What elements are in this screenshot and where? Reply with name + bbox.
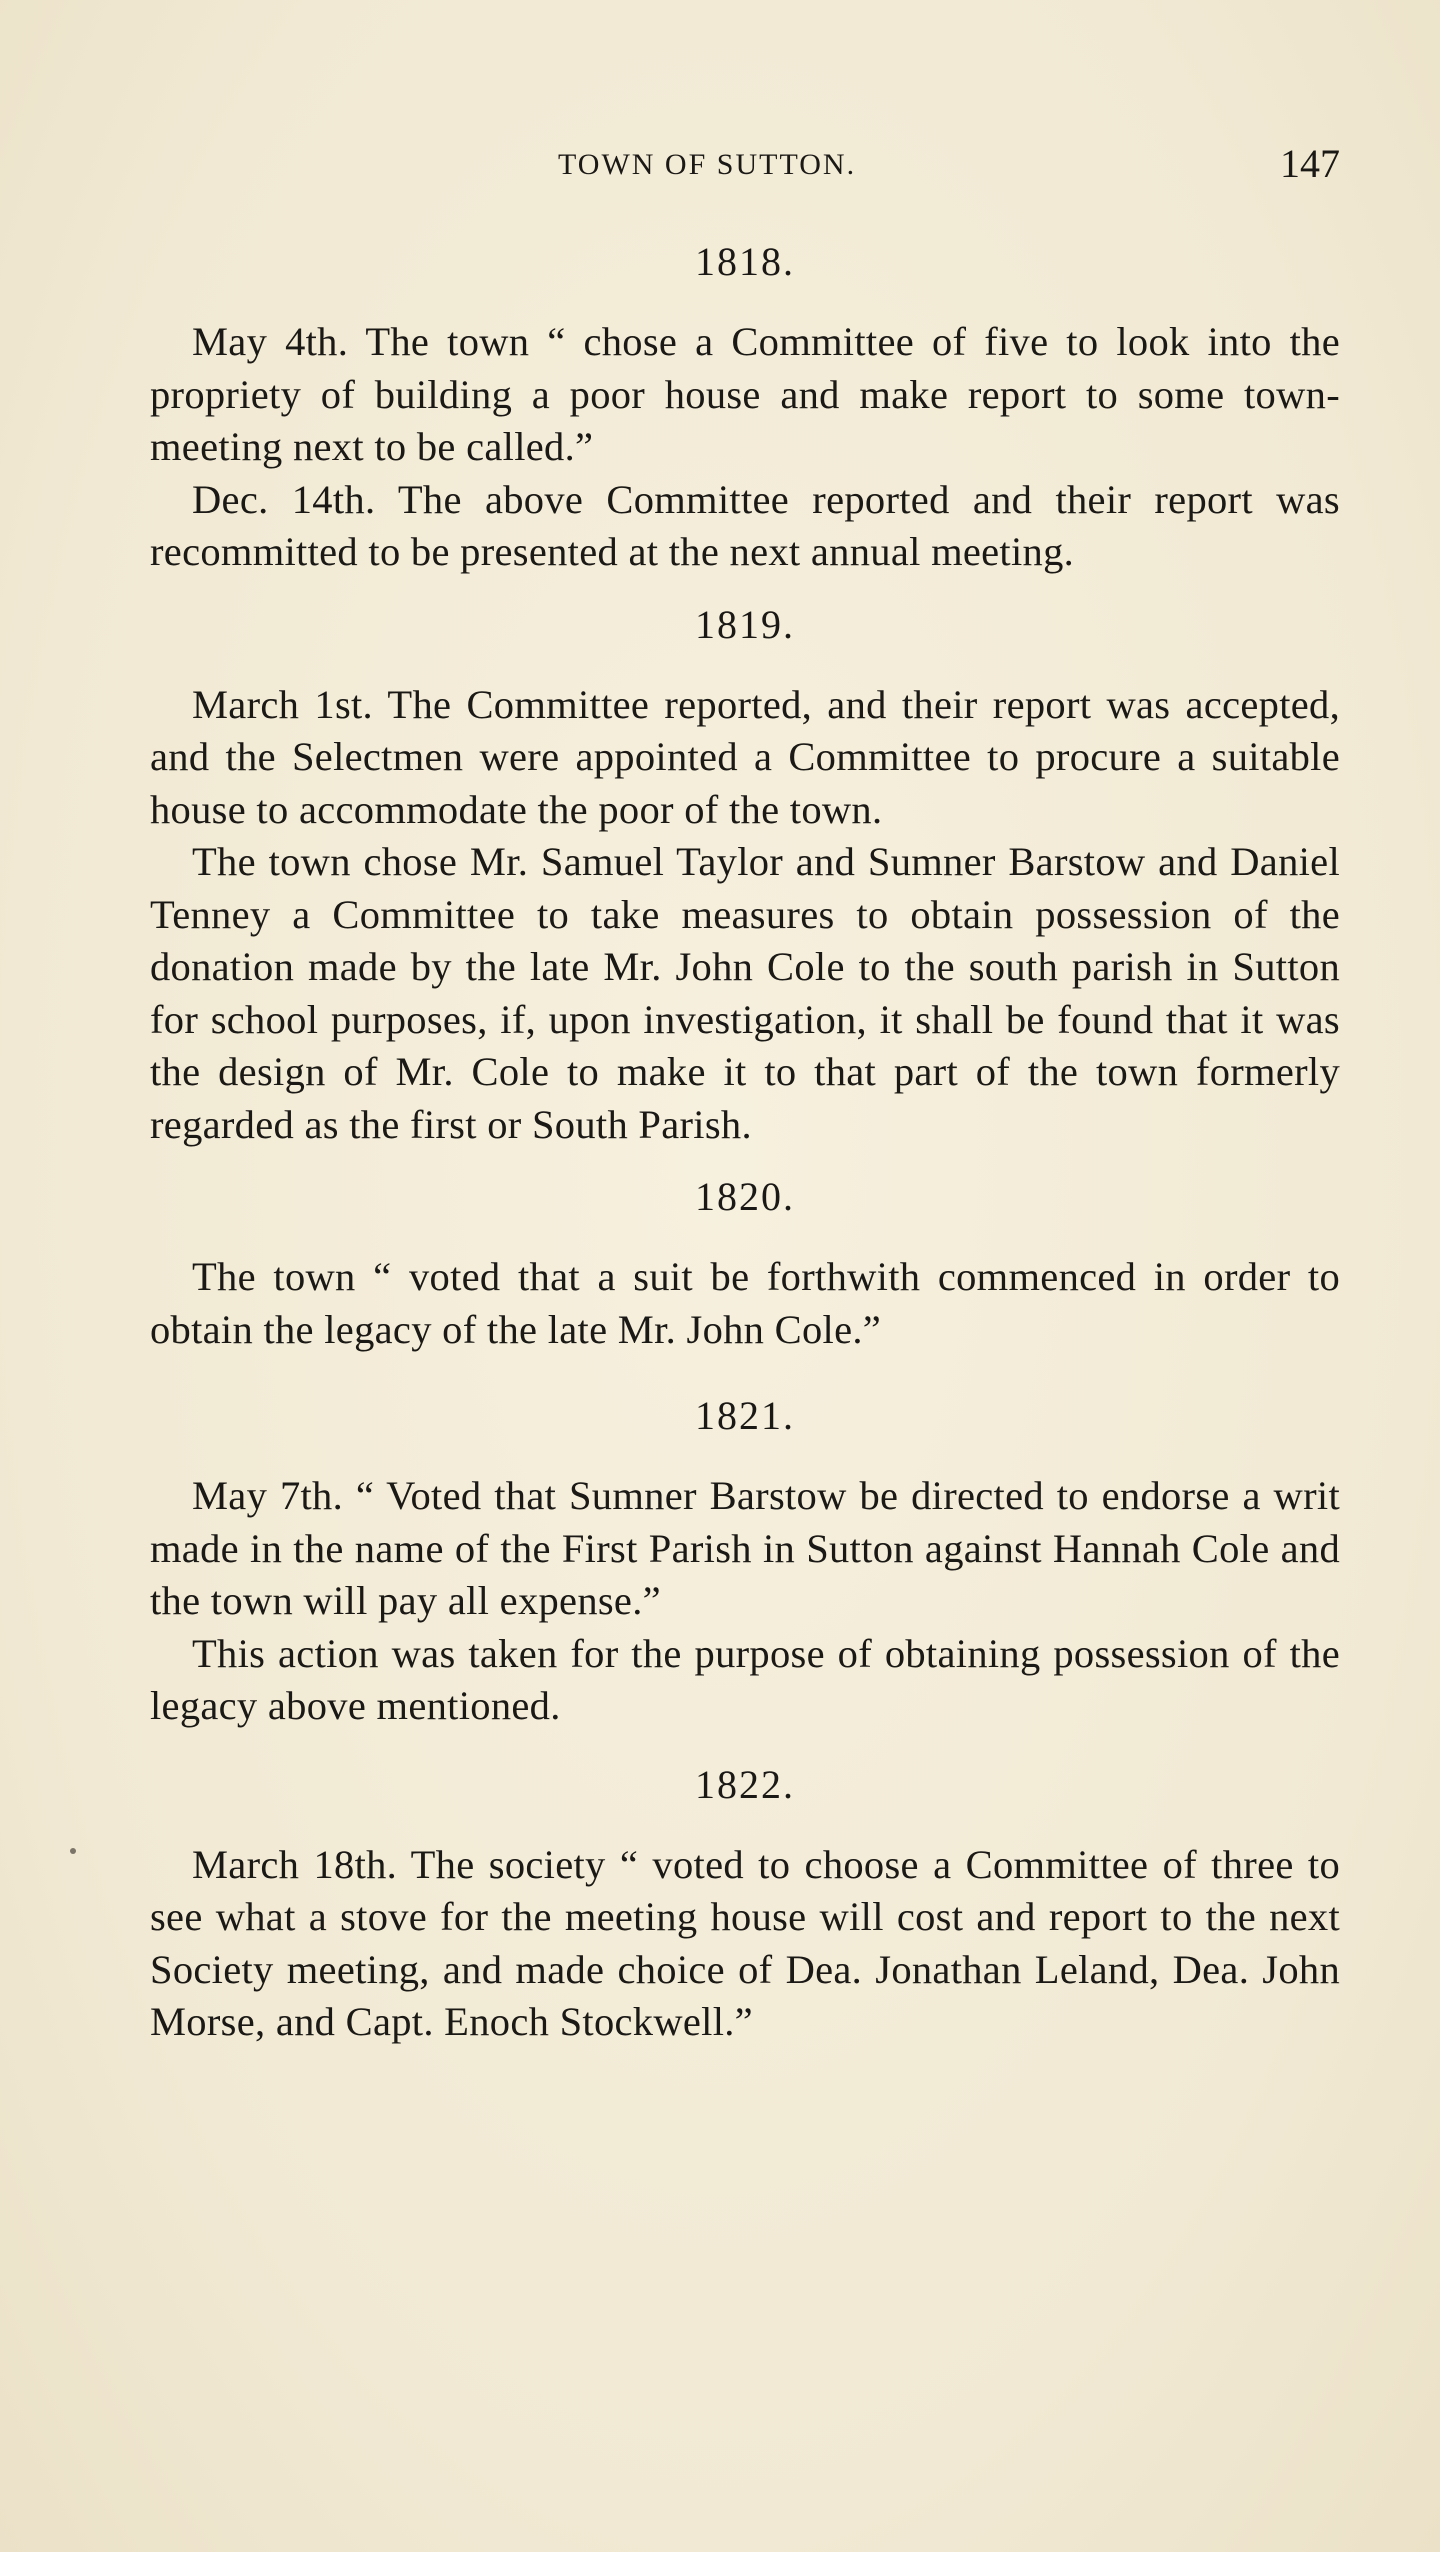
paragraph: March 1st. The Committee reported, and their report was accepted, and the Selectmen were appointed a Committee to procure a suitable house to accommodate the poor of the town. [150,681,1340,832]
year-section-1821 [150,1390,1340,1733]
year-section-1822 [150,1759,1340,2049]
year-section-1819 [150,599,1340,1152]
paragraph: The town “ voted that a suit be forthwith commenced in order to obtain the legacy of the late Mr. John Cole.” [150,1254,1340,1352]
year-heading: 1818. [695,239,795,284]
year-heading: 1819. [695,601,795,647]
margin-speck [70,1848,76,1854]
paragraph: March 18th. The society “ voted to choose a Committee of three to see what a stove for the meeting house will cost and report to the next Society meeting, and made choice of Dea. Jonathan Leland, Dea. John Morse, and Capt. Enoch Stockwell.” [150,1841,1340,2044]
paragraph: May 7th. “ Voted that Sumner Barstow be directed to endorse a writ made in the name of the First Parish in Sutton against Hannah Cole and the town will pay all expense.” [150,1473,1340,1623]
running-title: TOWN OF SUTTON. [558,148,857,181]
year-section-1818 [150,236,1340,579]
page-number: 147 [1280,141,1340,186]
paragraph: The town chose Mr. Samuel Taylor and Sumner Barstow and Daniel Tenney a Committee to take measures to obtain possession of the donation made by the late Mr. John Cole to the south parish in Sutton for school purposes, if, upon investigation, it shall be found that it was the design of Mr. Cole to make it to that part of the town formerly regarded as the first or South Parish. [150,839,1340,1147]
year-heading: 1822. [695,1761,795,1807]
running-head [150,140,1340,190]
paragraph: Dec. 14th. The above Committee reported and their report was recommitted to be presented at the next annual meeting. [150,476,1340,574]
year-heading: 1820. [695,1174,795,1219]
year-heading: 1821. [695,1393,795,1438]
page-body [150,236,1340,2049]
year-section-1820 [150,1171,1340,1356]
paragraph: This action was taken for the purpose of obtaining possession of the legacy above mentioned. [150,1630,1340,1728]
paragraph: May 4th. The town “ chose a Committee of five to look into the propriety of building a poor house and make report to some town-meeting next to be called.” [150,319,1340,469]
